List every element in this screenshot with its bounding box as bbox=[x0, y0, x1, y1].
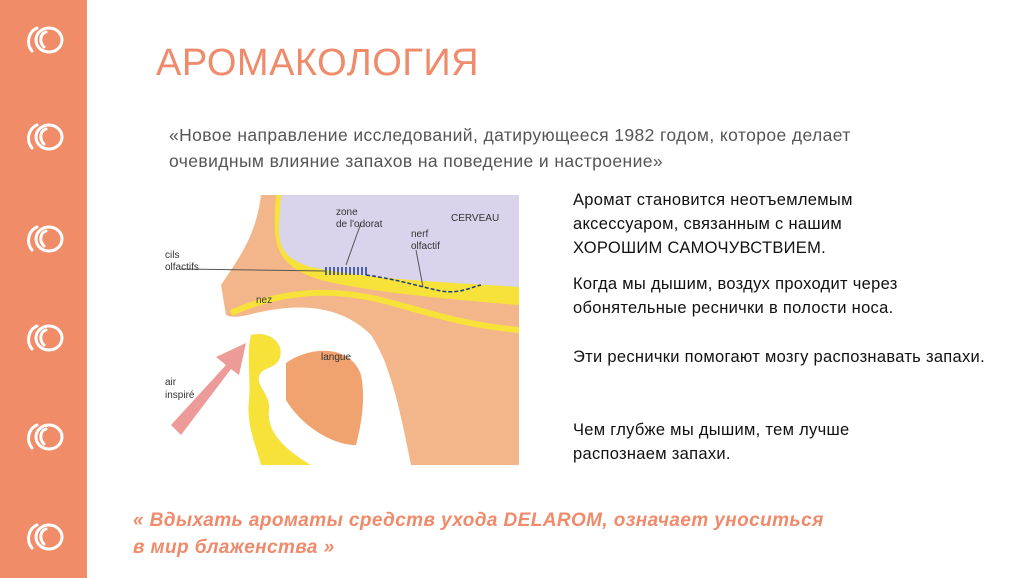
label-olfactif: olfactif bbox=[411, 241, 440, 252]
right-text-2: Когда мы дышим, воздух проходит через обонятельные реснички в полости носа. bbox=[573, 275, 898, 317]
label-odorat: de l'odorat bbox=[336, 219, 383, 230]
swirl-logo-icon bbox=[23, 419, 67, 455]
intro-text: «Новое направление исследований, датирующееся 1982 годом, которое делает очевидным влияние запахов на поведение и настроение» bbox=[169, 125, 851, 171]
air-arrow-icon bbox=[171, 343, 246, 435]
right-text-4: Чем глубже мы дышим, тем лучше распознаем запахи. bbox=[573, 421, 850, 463]
swirl-logo-icon bbox=[23, 221, 67, 257]
olfaction-diagram bbox=[161, 195, 519, 465]
label-cerveau: CERVEAU bbox=[451, 213, 500, 224]
sidebar bbox=[0, 0, 87, 578]
label-nez: nez bbox=[256, 295, 273, 306]
swirl-logo-icon bbox=[23, 320, 67, 356]
label-nerf: nerf bbox=[411, 229, 429, 240]
label-langue: langue bbox=[321, 352, 352, 363]
label-cils: cils bbox=[165, 250, 180, 261]
right-text-3: Эти реснички помогают мозгу распознавать запахи. bbox=[573, 348, 985, 366]
label-zone: zone bbox=[336, 207, 358, 218]
label-air: air bbox=[165, 377, 177, 388]
swirl-logo-icon bbox=[23, 519, 67, 555]
right-text-1: Аромат становится неотъемлемым аксессуаром, связанным с нашим ХОРОШИМ САМОЧУВСТВИЕМ. bbox=[573, 191, 853, 257]
swirl-logo-icon bbox=[23, 22, 67, 58]
tongue bbox=[286, 351, 363, 445]
label-olfactifs: olfactifs bbox=[165, 262, 199, 273]
quote-text: « Вдыхать ароматы средств ухода DELAROM, означает уноситься в мир блаженства » bbox=[133, 510, 824, 558]
swirl-logo-icon bbox=[23, 119, 67, 155]
label-inspire: inspiré bbox=[165, 390, 195, 401]
page-title: АРОМАКОЛОГИЯ bbox=[156, 42, 480, 84]
